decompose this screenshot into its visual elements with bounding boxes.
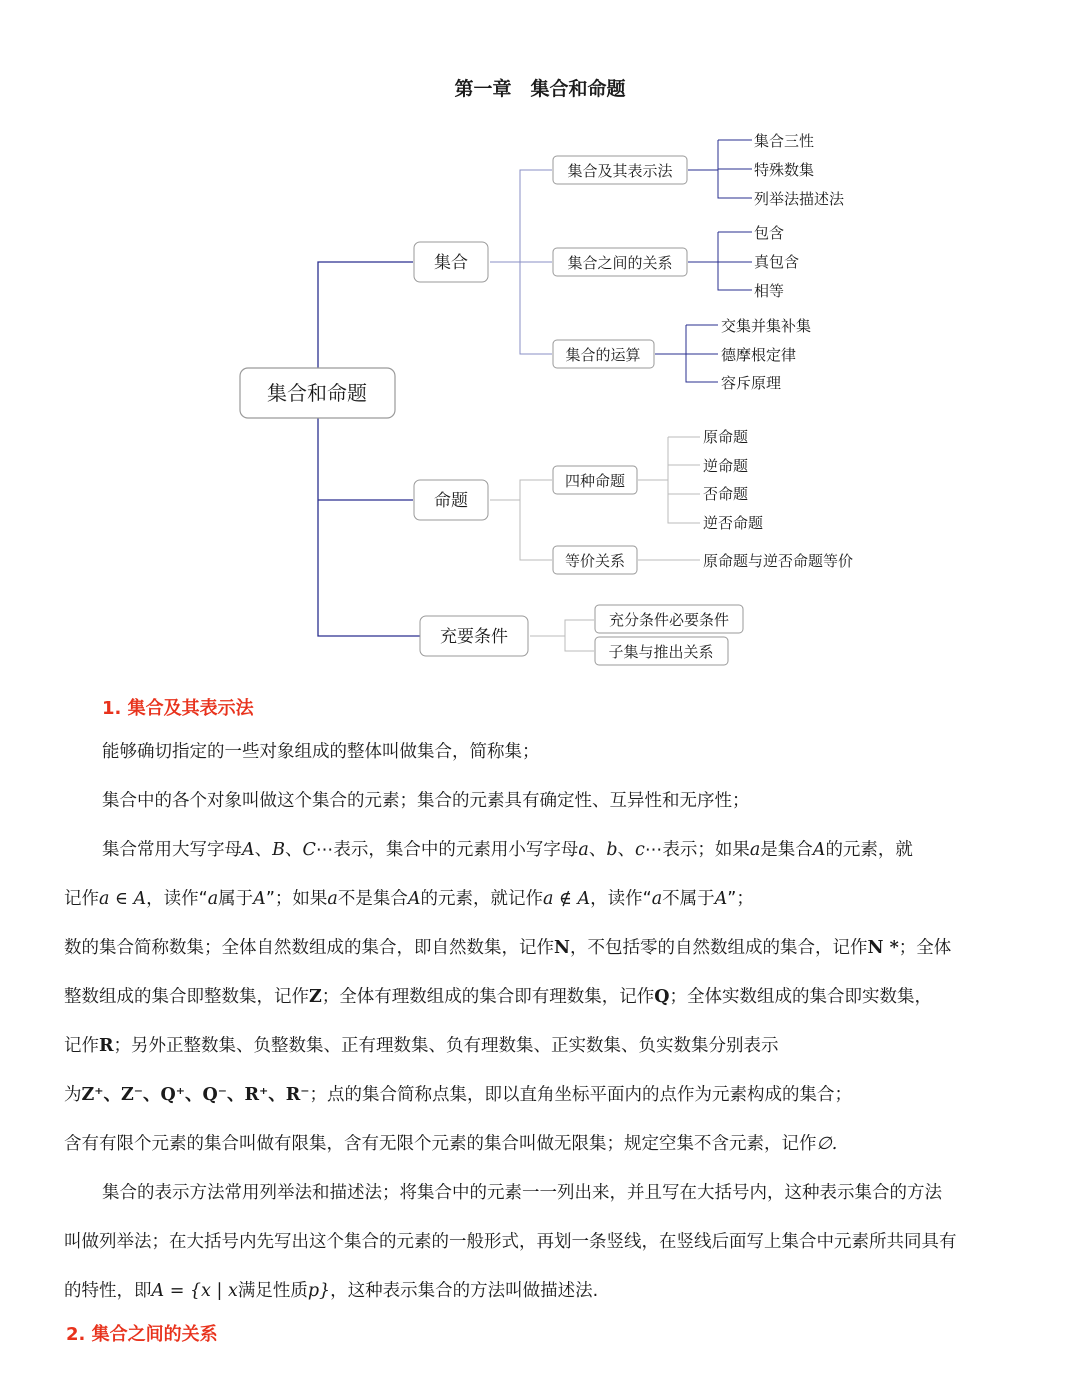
paragraph: 数的集合简称数集；全体自然数组成的集合，即自然数集，记作N，不包括零的自然数组成的集合，记作N *；全体 [64, 938, 952, 958]
leaf-converse: 逆命题 [703, 457, 749, 475]
mindmap-node-set-relation: 集合之间的关系 [567, 254, 673, 272]
mindmap-node-four-props: 四种命题 [564, 472, 626, 490]
mindmap-node-suff-nec: 充分条件必要条件 [608, 611, 730, 629]
leaf-inverse: 否命题 [703, 485, 749, 503]
leaf-original: 原命题 [703, 428, 749, 446]
leaf-inclusion-exclusion: 容斥原理 [721, 374, 782, 392]
mindmap-node-proposition: 命题 [434, 491, 468, 511]
section-heading-1: 1. 集合及其表示法 [102, 698, 254, 719]
paragraph: 叫做列举法；在大括号内先写出这个集合的元素的一般形式，再划一条竖线，在竖线后面写上集合中元素所共同具有 [64, 1232, 957, 1252]
paragraph: 集合中的各个对象叫做这个集合的元素；集合的元素具有确定性、互异性和无序性； [102, 791, 750, 811]
leaf-set-three-props: 集合三性 [754, 132, 815, 150]
paragraph: 为Z⁺、Z⁻、Q⁺、Q⁻、R⁺、R⁻；点的集合简称点集，即以直角坐标平面内的点作为元素构成的集合； [64, 1085, 853, 1105]
paragraph: 整数组成的集合即整数集，记作Z；全体有理数组成的集合即有理数集，记作Q；全体实数组成的集合即实数集， [64, 987, 933, 1007]
mind-map [0, 110, 1080, 670]
leaf-de-morgan: 德摩根定律 [721, 346, 797, 364]
paragraph: 记作R；另外正整数集、负整数集、正有理数集、负有理数集、正实数集、负实数集分别表示 [64, 1036, 779, 1056]
mindmap-node-set-ops: 集合的运算 [565, 346, 641, 364]
section-heading-2: 2. 集合之间的关系 [66, 1324, 218, 1345]
page-title: 第一章 集合和命题 [454, 78, 626, 100]
paragraph: 集合常用大写字母A、B、C⋯表示，集合中的元素用小写字母a、b、c⋯表示；如果a是集合A的元素，就 [102, 840, 913, 860]
leaf-contains: 包含 [754, 224, 785, 242]
leaf-proper-contains: 真包含 [754, 253, 800, 271]
mindmap-node-set: 集合 [434, 253, 468, 273]
mindmap-node-equiv: 等价关系 [564, 552, 626, 570]
leaf-contrapositive: 逆否命题 [703, 514, 764, 532]
mindmap-node-subset-infer: 子集与推出关系 [608, 643, 714, 661]
paragraph: 集合的表示方法常用列举法和描述法；将集合中的元素一一列出来，并且写在大括号内，这种表示集合的方法 [102, 1183, 942, 1203]
mindmap-node-condition: 充要条件 [440, 627, 508, 647]
paragraph: 的特性，即A = {x | x满足性质p}，这种表示集合的方法叫做描述法. [64, 1281, 599, 1301]
section-content [64, 690, 1032, 1354]
leaf-equal: 相等 [754, 282, 785, 300]
leaf-equivalence: 原命题与逆否命题等价 [703, 552, 854, 570]
paragraph: 含有有限个元素的集合叫做有限集，含有无限个元素的集合叫做无限集；规定空集不含元素，记作∅. [64, 1134, 838, 1154]
leaf-special-sets: 特殊数集 [754, 161, 815, 179]
leaf-listing-describing: 列举法描述法 [754, 190, 845, 208]
paragraph: 记作a ∈ A，读作“a属于A”；如果a不是集合A的元素，就记作a ∉ A，读作“a不属于A”； [64, 889, 754, 909]
mindmap-root: 集合和命题 [267, 381, 367, 405]
paragraph: 能够确切指定的一些对象组成的整体叫做集合，简称集； [102, 742, 540, 762]
leaf-union-intersection: 交集并集补集 [721, 317, 812, 335]
mindmap-node-set-repr: 集合及其表示法 [567, 162, 673, 180]
